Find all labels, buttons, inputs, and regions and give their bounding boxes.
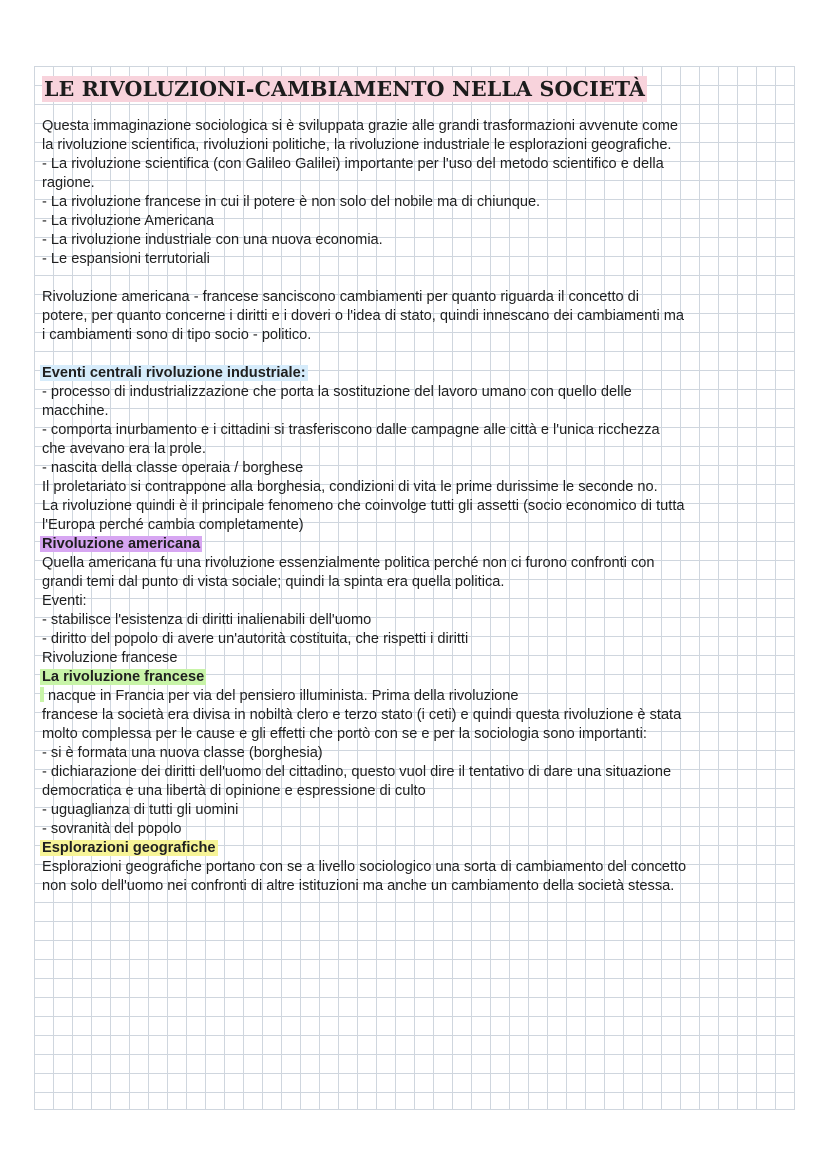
text-line: Eventi: bbox=[42, 593, 87, 609]
text-line: grandi temi dal punto di vista sociale; quindi la spinta era quella politica. bbox=[42, 574, 505, 590]
american-heading: Rivoluzione americana bbox=[42, 536, 201, 552]
industrial-heading: Eventi centrali rivoluzione industriale: bbox=[42, 365, 306, 381]
text-line: democratica e una libertà di opinione e espressione di culto bbox=[42, 783, 426, 799]
text-line: i cambiamenti sono di tipo socio - politico. bbox=[42, 327, 312, 343]
text-line: l'Europa perché cambia completamente) bbox=[42, 517, 304, 533]
paragraph-spacer bbox=[42, 345, 782, 364]
text-line: - sovranità del popolo bbox=[42, 821, 182, 837]
text-line: non solo dell'uomo nei confronti di altre istituzioni ma anche un cambiamento della società stessa. bbox=[42, 878, 675, 894]
text-line: - Le espansioni terrutoriali bbox=[42, 251, 210, 267]
text-line: - La rivoluzione scientifica (con Galileo Galilei) importante per l'uso del metodo scientifico e della bbox=[42, 156, 664, 172]
text-line: Rivoluzione francese bbox=[42, 650, 178, 666]
text-line: - La rivoluzione francese in cui il potere è non solo del nobile ma di chiunque. bbox=[42, 194, 541, 210]
text-line: Esplorazioni geografiche portano con se a livello sociologico una sorta di cambiamento del concetto bbox=[42, 859, 687, 875]
text-line: - si è formata una nuova classe (borghesia) bbox=[42, 745, 323, 761]
french-heading: La rivoluzione francese bbox=[42, 669, 205, 685]
text-line: - dichiarazione dei diritti dell'uomo del cittadino, questo vuol dire il tentativo di dare una situazione bbox=[42, 764, 672, 780]
industrial-section bbox=[42, 364, 782, 535]
text-line: Questa immaginazione sociologica si è sviluppata grazie alle grandi trasformazioni avvenute come bbox=[42, 118, 678, 134]
notes-body bbox=[42, 117, 782, 896]
text-line: - uguaglianza di tutti gli uomini bbox=[42, 802, 239, 818]
text-line: - nascita della classe operaia / borghese bbox=[42, 460, 304, 476]
explorations-heading: Esplorazioni geografiche bbox=[42, 840, 216, 856]
french-section bbox=[42, 668, 782, 839]
text-line: ragione. bbox=[42, 175, 95, 191]
text-line: - comporta inurbamento e i cittadini si trasferiscono dalle campagne alle città e l'unica ricchezza bbox=[42, 422, 660, 438]
text-line: macchine. bbox=[42, 403, 109, 419]
text-line: La rivoluzione quindi è il principale fenomeno che coinvolge tutti gli assetti (socio economico di tutta bbox=[42, 498, 685, 514]
text-line: - diritto del popolo di avere un'autorità costituita, che rispetti i diritti bbox=[42, 631, 469, 647]
intro-paragraph bbox=[42, 117, 782, 269]
text-line: Quella americana fu una rivoluzione essenzialmente politica perché non ci furono confronti con bbox=[42, 555, 655, 571]
text-line: - stabilisce l'esistenza di diritti inalienabili dell'uomo bbox=[42, 612, 372, 628]
text-line: molto complessa per le cause e gli effetti che portò con se e per la sociologia sono importanti: bbox=[42, 726, 647, 742]
text-line: Rivoluzione americana - francese sanciscono cambiamenti per quanto riguarda il concetto di bbox=[42, 289, 640, 305]
text-line: - processo di industrializzazione che porta la sostituzione del lavoro umano con quello delle bbox=[42, 384, 632, 400]
text-line: - La rivoluzione Americana bbox=[42, 213, 214, 229]
text-line: che avevano era la prole. bbox=[42, 441, 206, 457]
explorations-section bbox=[42, 839, 782, 896]
text-line: nacque in Francia per via del pensiero illuminista. Prima della rivoluzione bbox=[44, 688, 519, 704]
text-line: Il proletariato si contrappone alla borghesia, condizioni di vita le prime durissime le seconde no. bbox=[42, 479, 658, 495]
text-line: potere, per quanto concerne i diritti e i doveri o l'idea di stato, quindi innescano dei cambiamenti ma bbox=[42, 308, 685, 324]
american-section bbox=[42, 535, 782, 668]
text-line: francese la società era divisa in nobiltà clero e terzo stato (i ceti) e quindi questa rivoluzione è stata bbox=[42, 707, 682, 723]
page-title: LE RIVOLUZIONI-CAMBIAMENTO NELLA SOCIETÀ bbox=[44, 77, 646, 101]
text-line: la rivoluzione scientifica, rivoluzioni politiche, la rivoluzione industriale le esplorazioni geografiche. bbox=[42, 137, 672, 153]
revolutions-paragraph bbox=[42, 288, 782, 345]
paragraph-spacer bbox=[42, 269, 782, 288]
text-line: - La rivoluzione industriale con una nuova economia. bbox=[42, 232, 383, 248]
